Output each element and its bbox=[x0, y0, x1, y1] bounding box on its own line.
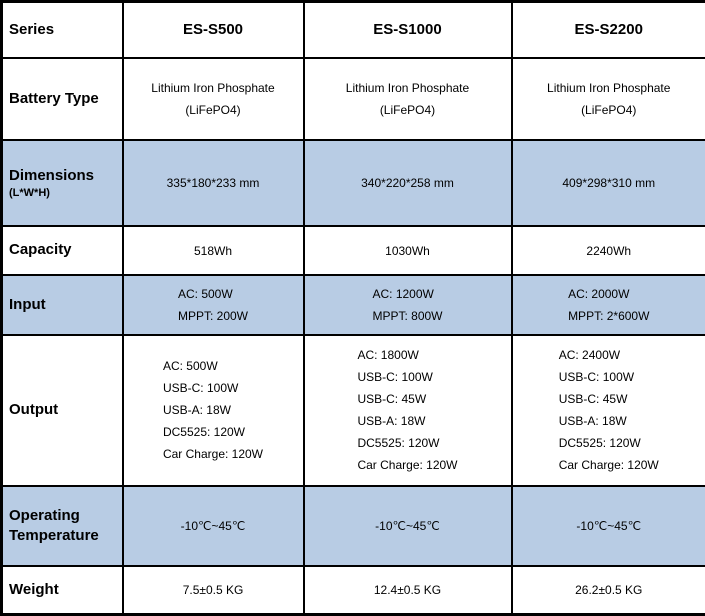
column-header-es-s2200: ES-S2200 bbox=[512, 2, 705, 58]
spec-cell-line: Lithium Iron Phosphate bbox=[547, 80, 671, 95]
spec-cell-line: 2240Wh bbox=[586, 243, 632, 258]
table-header bbox=[2, 2, 705, 58]
spec-cell-block bbox=[586, 240, 631, 262]
spec-cell-block bbox=[385, 240, 430, 262]
spec-cell-line: DC5525: 120W bbox=[162, 425, 246, 440]
spec-cell-block bbox=[361, 172, 454, 194]
spec-cell-line: USB-A: 18W bbox=[162, 403, 231, 418]
column-header-es-s1000: ES-S1000 bbox=[304, 2, 512, 58]
spec-cell-block bbox=[547, 77, 670, 121]
spec-cell-line: USB-C: 100W bbox=[162, 381, 239, 396]
spec-cell bbox=[304, 486, 512, 566]
spec-cell-line: 340*220*258 mm bbox=[361, 176, 454, 191]
spec-cell-line: 409*298*310 mm bbox=[562, 176, 656, 191]
spec-cell-line: AC: 2000W bbox=[568, 286, 630, 301]
row-label bbox=[2, 226, 123, 274]
spec-cell-line: (LiFePO4) bbox=[379, 102, 436, 117]
spec-cell bbox=[512, 226, 705, 274]
spec-cell-line: USB-C: 100W bbox=[357, 370, 433, 385]
series-label-text: Series bbox=[9, 20, 55, 38]
row-label bbox=[2, 335, 123, 486]
spec-cell-line: -10℃~45℃ bbox=[576, 518, 642, 533]
spec-cell-line: MPPT: 200W bbox=[177, 308, 249, 323]
spec-cell bbox=[512, 140, 705, 226]
spec-cell bbox=[123, 226, 304, 274]
spec-cell-line: (LiFePO4) bbox=[185, 102, 241, 117]
spec-cell-block bbox=[562, 172, 655, 194]
spec-cell-line: Lithium Iron Phosphate bbox=[345, 80, 470, 95]
spec-cell bbox=[123, 275, 304, 335]
spec-cell-line: -10℃~45℃ bbox=[180, 518, 246, 533]
spec-cell bbox=[304, 275, 512, 335]
spec-cell-line: AC: 500W bbox=[162, 359, 218, 374]
spec-cell-block bbox=[194, 240, 232, 262]
spec-cell-block bbox=[357, 344, 457, 476]
spec-cell-line: USB-A: 18W bbox=[357, 414, 426, 429]
spec-cell-block bbox=[575, 579, 642, 601]
spec-cell-line: -10℃~45℃ bbox=[375, 518, 440, 533]
column-header-es-s500: ES-S500 bbox=[123, 2, 304, 58]
spec-cell-line: MPPT: 2*600W bbox=[568, 308, 650, 323]
row-label-text: Input bbox=[9, 295, 46, 313]
spec-cell-line: 7.5±0.5 KG bbox=[182, 583, 244, 598]
table-row bbox=[2, 486, 705, 566]
spec-cell bbox=[512, 486, 705, 566]
spec-cell-line: DC5525: 120W bbox=[558, 436, 641, 451]
header-row bbox=[2, 2, 705, 58]
row-label-text: Battery Type bbox=[9, 89, 99, 107]
table-body bbox=[2, 58, 705, 615]
spec-cell bbox=[123, 486, 304, 566]
spec-cell bbox=[304, 58, 512, 140]
row-label-text: Operating Temperature bbox=[9, 506, 99, 544]
spec-cell bbox=[512, 335, 705, 486]
row-label-text: Output bbox=[9, 401, 59, 419]
spec-cell-block bbox=[181, 515, 246, 537]
spec-cell bbox=[304, 566, 512, 614]
spec-cell-block bbox=[576, 515, 641, 537]
row-label bbox=[2, 486, 123, 566]
spec-cell-line: 335*180*233 mm bbox=[166, 176, 260, 191]
spec-cell-line: MPPT: 800W bbox=[372, 308, 443, 323]
row-label-text: Dimensions bbox=[9, 166, 95, 184]
spec-cell bbox=[304, 140, 512, 226]
row-label bbox=[2, 566, 123, 614]
spec-cell-block bbox=[568, 283, 649, 327]
spec-cell-block bbox=[167, 172, 260, 194]
spec-cell-block bbox=[346, 77, 469, 121]
table-row bbox=[2, 140, 705, 226]
spec-cell-line: Car Charge: 120W bbox=[558, 458, 659, 473]
spec-cell-line: USB-C: 45W bbox=[357, 392, 427, 407]
spec-cell-block bbox=[374, 579, 441, 601]
table-row bbox=[2, 58, 705, 140]
spec-cell-line: Car Charge: 120W bbox=[162, 447, 264, 462]
spec-cell-line: (LiFePO4) bbox=[581, 102, 637, 117]
table-row bbox=[2, 275, 705, 335]
spec-cell bbox=[512, 566, 705, 614]
spec-cell bbox=[123, 566, 304, 614]
row-label bbox=[2, 58, 123, 140]
spec-cell-block bbox=[372, 283, 442, 327]
spec-cell-block bbox=[375, 515, 440, 537]
spec-cell-line: 26.2±0.5 KG bbox=[575, 583, 643, 598]
spec-cell bbox=[123, 58, 304, 140]
table-row bbox=[2, 566, 705, 614]
row-label bbox=[2, 140, 123, 226]
row-label-text: Weight bbox=[9, 580, 59, 598]
row-sublabel-text: (L*W*H) bbox=[9, 187, 50, 200]
spec-cell-line: AC: 500W bbox=[177, 286, 233, 301]
spec-cell-block bbox=[163, 355, 263, 465]
row-label bbox=[2, 275, 123, 335]
spec-cell bbox=[512, 58, 705, 140]
spec-cell-block bbox=[559, 344, 659, 476]
spec-cell bbox=[512, 275, 705, 335]
spec-cell-line: 1030Wh bbox=[385, 243, 430, 258]
spec-cell bbox=[123, 140, 304, 226]
spec-cell-line: USB-C: 45W bbox=[558, 392, 628, 407]
series-header-label bbox=[2, 2, 123, 58]
spec-cell-line: Lithium Iron Phosphate bbox=[151, 80, 275, 95]
spec-cell bbox=[304, 335, 512, 486]
table-row bbox=[2, 226, 705, 274]
spec-cell-line: 12.4±0.5 KG bbox=[373, 583, 442, 598]
spec-cell-block bbox=[178, 283, 248, 327]
spec-cell-line: USB-C: 100W bbox=[558, 370, 635, 385]
spec-cell bbox=[304, 226, 512, 274]
spec-cell-block bbox=[183, 579, 244, 601]
spec-cell-line: Car Charge: 120W bbox=[357, 458, 458, 473]
spec-cell-line: USB-A: 18W bbox=[558, 414, 627, 429]
spec-cell-line: 518Wh bbox=[193, 243, 233, 258]
row-label-text: Capacity bbox=[9, 241, 72, 259]
spec-cell-line: AC: 1800W bbox=[357, 348, 419, 363]
spec-cell-block bbox=[151, 77, 274, 121]
spec-cell bbox=[123, 335, 304, 486]
spec-cell-line: AC: 1200W bbox=[372, 286, 434, 301]
spec-cell-line: DC5525: 120W bbox=[357, 436, 440, 451]
table-row bbox=[2, 335, 705, 486]
spec-cell-line: AC: 2400W bbox=[558, 348, 621, 363]
